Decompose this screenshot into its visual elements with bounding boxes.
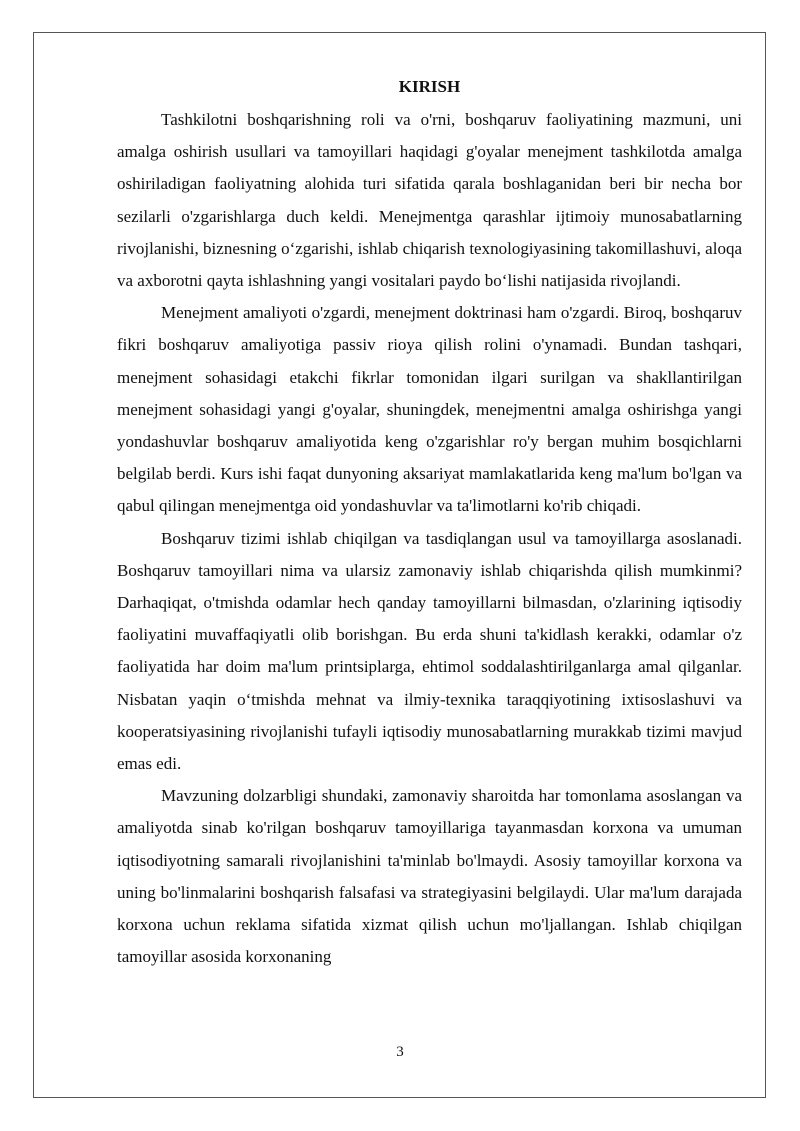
document-body: [117, 76, 742, 973]
section-title: KIRISH: [398, 77, 461, 96]
paragraph-1: Tashkilotni boshqarishning roli va o'rni, boshqaruv faoliyatining mazmuni, uni amalga oshirish usullari va tamoyillari haqidagi g'oyalar menejment tashkilotda amalga oshiriladigan faoliyatning alohida turi sifatida qarala boshlaganidan beri bir necha bor sezilarli o'zgarishlarga duch keldi. Menejmentga qarashlar ijtimoiy munosabatlarning rivojlanishi, biznesning o‘zgarishi, ishlab chiqarish texnologiyasining takomillashuvi, aloqa va axborotni qayta ishlashning yangi vositalari paydo bo‘lishi natijasida rivojlandi.: [117, 110, 742, 291]
paragraph-3: Boshqaruv tizimi ishlab chiqilgan va tasdiqlangan usul va tamoyillarga asoslanadi. Boshqaruv tamoyillari nima va ularsiz zamonaviy ishlab chiqarishda qilish mumkinmi? Darhaqiqat, o'tmishda odamlar hech qanday tamoyillarni bilmasdan, o'zlarining iqtisodiy faoliyatini muvaffaqiyatli olib borishgan. Bu erda shuni ta'kidlash kerakki, odamlar o'z faoliyatida har doim ma'lum printsiplarga, ehtimol soddalashtirilganlarga amal qilganlar. Nisbatan yaqin o‘tmishda mehnat va ilmiy-texnika taraqqiyotining ixtisoslashuvi va kooperatsiyasining rivojlanishi tufayli iqtisodiy munosabatlarning murakkab tizimi mavjud emas edi.: [117, 528, 742, 774]
paragraph-4: Mavzuning dolzarbligi shundaki, zamonaviy sharoitda har tomonlama asoslangan va amaliyotda sinab ko'rilgan boshqaruv tamoyillariga tayanmasdan korxona va umuman iqtisodiyotning samarali rivojlanishini ta'minlab bo'lmaydi. Asosiy tamoyillar korxona va uning bo'linmalarini boshqarish falsafasi va strategiyasini belgilaydi. Ular ma'lum darajada korxona uchun reklama sifatida xizmat qilish uchun mo'ljallangan. Ishlab chiqilgan tamoyillar asosida korxonaning: [117, 786, 742, 967]
paragraph-2: Menejment amaliyoti o'zgardi, menejment doktrinasi ham o'zgardi. Biroq, boshqaruv fikri boshqaruv amaliyotiga passiv rioya qilish rolini o'ynamadi. Bundan tashqari, menejment sohasidagi etakchi fikrlar tomonidan ilgari surilgan va shakllantirilgan menejment sohasidagi yangi g'oyalar, shuningdek, menejmentni amalga oshirishga yangi yondashuvlar boshqaruv amaliyotida keng o'zgarishlar ro'y bergan muhim bosqichlarni belgilab berdi. Kurs ishi faqat dunyoning aksariyat mamlakatlarida keng ma'lum bo'lgan va qabul qilingan menejmentga oid yondashuvlar va ta'limotlarni ko'rib chiqadi.: [117, 303, 742, 516]
page-number: 3: [396, 1044, 404, 1060]
